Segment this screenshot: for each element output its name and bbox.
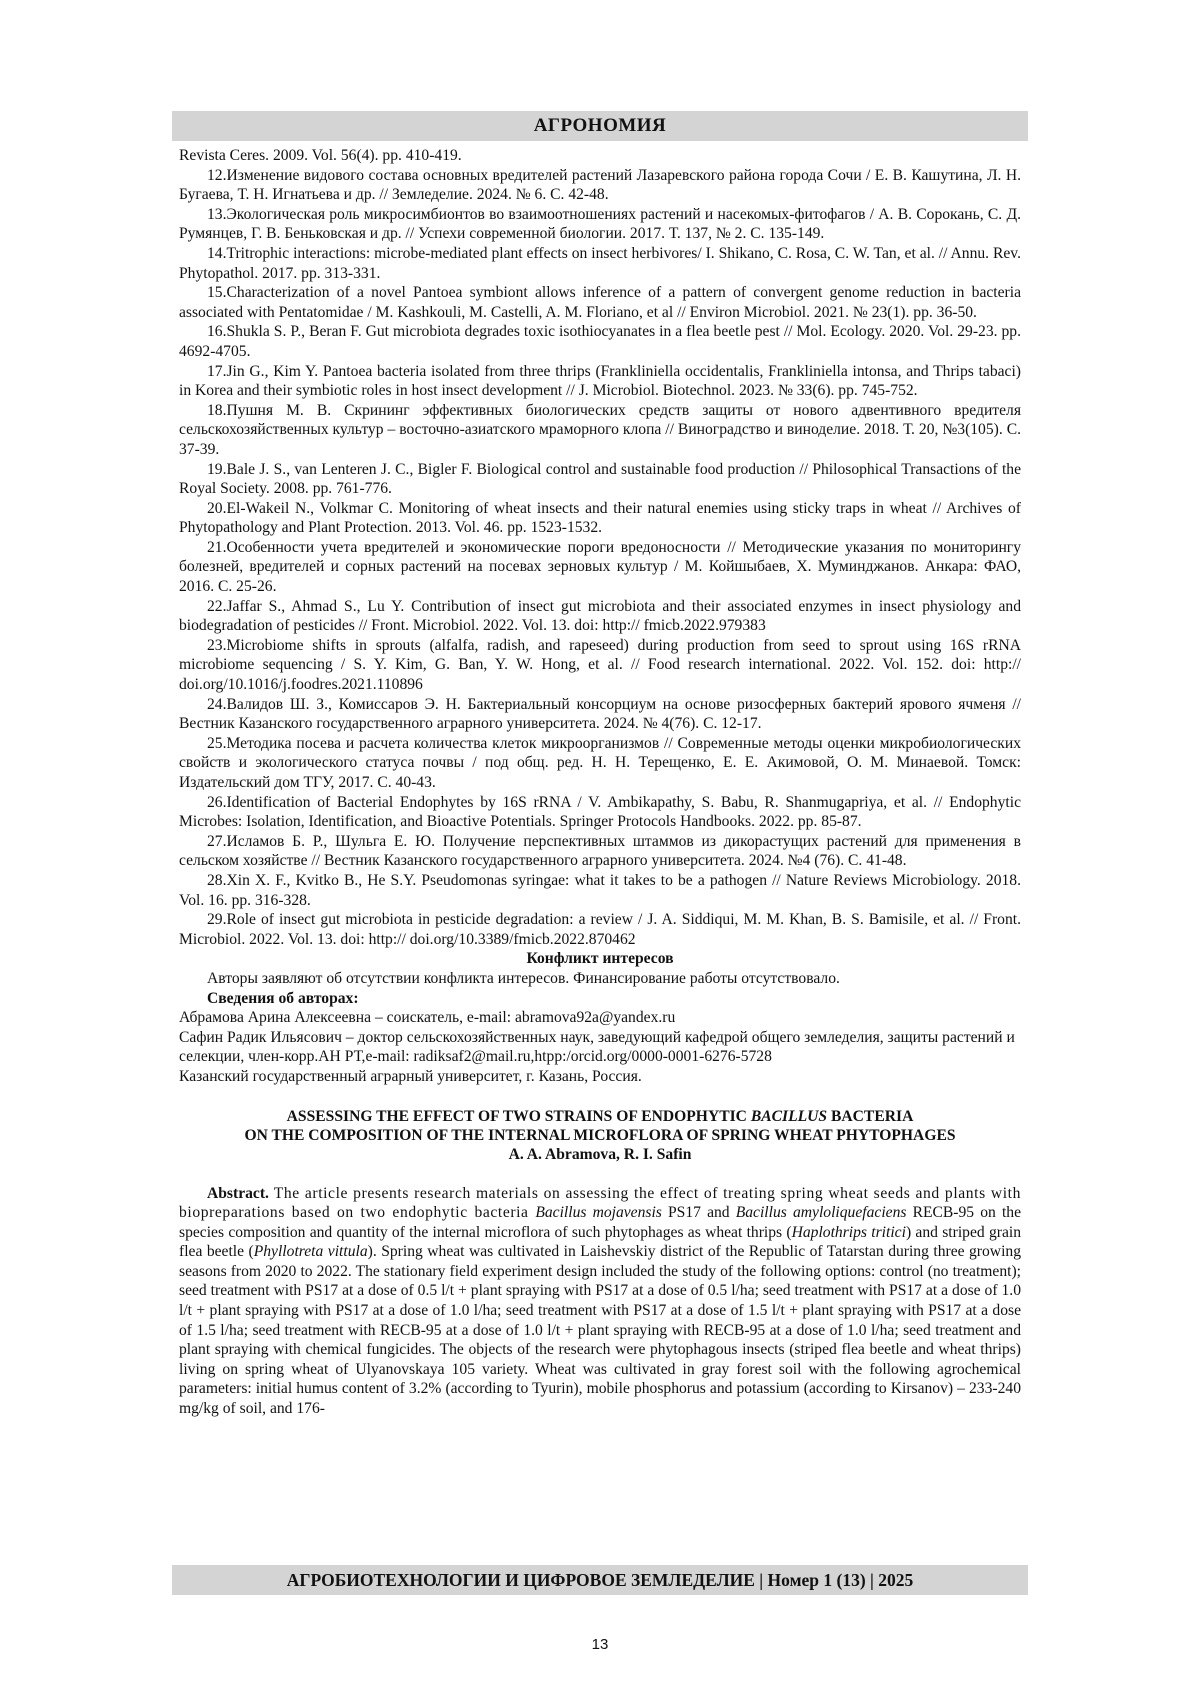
reference-list <box>179 166 1021 950</box>
reference-continuation: Revista Ceres. 2009. Vol. 56(4). pp. 410-419. <box>179 146 1021 166</box>
abstract <box>179 1184 1021 1419</box>
reference-item: 15.Characterization of a novel Pantoea symbiont allows inference of a pattern of convergent genome reduction in bacteria associated with Pentatomidae / M. Kashkouli, M. Castelli, A. M. Floriano, et al // Environ Microbiol. 2021. № 23(1). pp. 36-50. <box>179 283 1021 322</box>
journal-footer: АГРОБИОТЕХНОЛОГИИ И ЦИФРОВОЕ ЗЕМЛЕДЕЛИЕ | Номер 1 (13) | 2025 <box>172 1565 1028 1595</box>
reference-item: 28.Xin X. F., Kvitko B., He S.Y. Pseudomonas syringae: what it takes to be a pathogen // Nature Reviews Microbiology. 2018. Vol. 16. pp. 316-328. <box>179 871 1021 910</box>
title-part: ASSESSING THE EFFECT OF TWO STRAINS OF ENDOPHYTIC <box>287 1108 751 1125</box>
page-content <box>179 146 1021 1419</box>
english-authors: A. A. Abramova, R. I. Safin <box>509 1146 692 1163</box>
species-name: Bacillus mojavensis <box>535 1204 662 1221</box>
title-part: BACTERIA <box>827 1108 913 1125</box>
author-2: Сафин Радик Ильясович – доктор сельскохозяйственных наук, заведующий кафедрой общего земледелия, защиты растений и селекции, член-корр.АН РТ,e-mail: radiksaf2@mail.ru,htpp:/orcid.org/0000-0001-6276-5728 <box>179 1028 1021 1067</box>
reference-item: 25.Методика посева и расчета количества клеток микроорганизмов // Современные методы оценки микробиологических свойств и экологического статуса почвы / под общ. ред. Н. Н. Терещенко, Е. Е. Акимовой, О. М. Минаевой. Томск: Издательский дом ТГУ, 2017. С. 40-43. <box>179 734 1021 793</box>
reference-item: 19.Bale J. S., van Lenteren J. C., Bigler F. Biological control and sustainable food production // Philosophical Transactions of the Royal Society. 2008. pp. 761-776. <box>179 460 1021 499</box>
abstract-text: ) and striped grain flea beetle ( <box>179 1224 1021 1261</box>
reference-item: 27.Исламов Б. Р., Шульга Е. Ю. Получение перспективных штаммов из дикорастущих растений для применения в сельском хозяйстве // Вестник Казанского государственного аграрного университета. 2024. №4 (76). С. 41-48. <box>179 832 1021 871</box>
reference-item: 24.Валидов Ш. З., Комиссаров Э. Н. Бактериальный консорциум на основе ризосферных бактерий ярового ячменя // Вестник Казанского государственного аграрного университета. 2024. № 4(76). С. 12-17. <box>179 695 1021 734</box>
affiliation: Казанский государственный аграрный университет, г. Казань, Россия. <box>179 1067 1021 1087</box>
reference-item: 17.Jin G., Kim Y. Pantoea bacteria isolated from three thrips (Frankliniella occidentalis, Frankliniella intonsa, and Thrips tabaci) in Korea and their symbiotic roles in host insect development // J. Microbiol. Biotechnol. 2023. № 33(6). pp. 745-752. <box>179 362 1021 401</box>
reference-item: 12.Изменение видового состава основных вредителей растений Лазаревского района города Сочи / Е. В. Кашутина, Л. Н. Бугаева, Т. Н. Игнатьева и др. // Земледелие. 2024. № 6. С. 42-48. <box>179 166 1021 205</box>
species-name: Haplothrips tritici <box>792 1224 906 1241</box>
page-number: 13 <box>0 1636 1200 1653</box>
reference-item: 14.Tritrophic interactions: microbe-mediated plant effects on insect herbivores/ I. Shikano, C. Rosa, C. W. Tan, et al. // Annu. Rev. Phytopathol. 2017. pp. 313-331. <box>179 244 1021 283</box>
abstract-text: The article presents research materials on assessing the effect of treating spring wheat seeds and plants with biopreparations based on two endophytic bacteria <box>179 1185 1021 1222</box>
reference-item: 26.Identification of Bacterial Endophytes by 16S rRNA / V. Ambikapathy, S. Babu, R. Shanmugapriya, et al. // Endophytic Microbes: Isolation, Identification, and Bioactive Potentials. Springer Protocols Handbooks. 2022. pp. 85-87. <box>179 793 1021 832</box>
reference-item: 16.Shukla S. P., Beran F. Gut microbiota degrades toxic isothiocyanates in a flea beetle pest // Mol. Ecology. 2020. Vol. 29-23. pp. 4692-4705. <box>179 322 1021 361</box>
reference-item: 23.Microbiome shifts in sprouts (alfalfa, radish, and rapeseed) during production from seed to sprout using 16S rRNA microbiome sequencing / S. Y. Kim, G. Ban, Y. W. Hong, et al. // Food research international. 2022. Vol. 152. doi: http:// doi.org/10.1016/j.foodres.2021.110896 <box>179 636 1021 695</box>
section-header: АГРОНОМИЯ <box>172 111 1028 141</box>
species-name: Bacillus amyloliquefaciens <box>736 1204 907 1221</box>
reference-item: 20.El-Wakeil N., Volkmar C. Monitoring of wheat insects and their natural enemies using sticky traps in wheat // Archives of Phytopathology and Plant Protection. 2013. Vol. 46. pp. 1523-1532. <box>179 499 1021 538</box>
reference-item: 22.Jaffar S., Ahmad S., Lu Y. Contribution of insect gut microbiota and their associated enzymes in insect physiology and biodegradation of pesticides // Front. Microbiol. 2022. Vol. 13. doi: http:// fmicb.2022.979383 <box>179 597 1021 636</box>
species-name: Phyllotreta vittula <box>254 1243 368 1260</box>
conflict-text: Авторы заявляют об отсутствии конфликта интересов. Финансирование работы отсутствовало. <box>179 969 1021 989</box>
abstract-label: Abstract. <box>207 1185 269 1202</box>
abstract-text: ). Spring wheat was cultivated in Laishevskiy district of the Republic of Tatarstan during three growing seasons from 2020 to 2022. The stationary field experiment design included the study of the following options: control (no treatment); seed treatment with PS17 at a dose of 0.5 l/t + plant spraying with PS17 at a dose of 0.5 l/ha; seed treatment with PS17 at a dose of 1.0 l/t + plant spraying with PS17 at a dose of 1.0 l/ha; seed treatment with PS17 at a dose of 1.5 l/t + plant spraying with PS17 at a dose of 1.5 l/ha; seed treatment with RECB-95 at a dose of 1.0 l/t + plant spraying with RECB-95 at a dose of 1.0 l/ha; seed treatment and plant spraying with chemical fungicides. The objects of the research were phytophagous insects (striped flea beetle and wheat thrips) living on spring wheat of Ulyanovskaya 105 variety. Wheat was cultivated in gray forest soil with the following agrochemical parameters: initial humus content of 3.2% (according to Tyurin), mobile phosphorus and potassium (according to Kirsanov) – 233-240 mg/kg of soil, and 176- <box>179 1243 1021 1417</box>
reference-item: 18.Пушня М. В. Скрининг эффективных биологических средств защиты от нового адвентивного вредителя сельскохозяйственных культур – восточно-азиатского мраморного клопа // Виноградство и виноделие. 2018. Т. 20, №3(105). С. 37-39. <box>179 401 1021 460</box>
conflict-heading: Конфликт интересов <box>179 949 1021 969</box>
author-1: Абрамова Арина Алексеевна – соискатель, e-mail: abramova92a@yandex.ru <box>179 1008 1021 1028</box>
abstract-text: PS17 and <box>662 1204 736 1221</box>
reference-item: 13.Экологическая роль микросимбионтов во взаимоотношениях растений и насекомых-фитофагов / А. В. Сорокань, С. Д. Румянцев, Г. В. Беньковская и др. // Успехи современной биологии. 2017. Т. 137, № 2. С. 135-149. <box>179 205 1021 244</box>
reference-item: 29.Role of insect gut microbiota in pesticide degradation: a review / J. A. Siddiqui, M. M. Khan, B. S. Bamisile, et al. // Front. Microbiol. 2022. Vol. 13. doi: http:// doi.org/10.3389/fmicb.2022.870462 <box>179 910 1021 949</box>
abstract-text: RECB-95 on the species composition and quantity of the internal microflora of such phytophages as wheat thrips ( <box>179 1204 1021 1241</box>
english-title <box>179 1107 1021 1164</box>
authors-heading: Сведения об авторах: <box>179 989 1021 1009</box>
reference-item: 21.Особенности учета вредителей и экономические пороги вредоносности // Методические указания по мониторингу болезней, вредителей и сорных растений на посевах зерновых культур / М. Койшыбаев, Х. Муминджанов. Анкара: ФАО, 2016. С. 25-26. <box>179 538 1021 597</box>
title-line-2: ON THE COMPOSITION OF THE INTERNAL MICROFLORA OF SPRING WHEAT PHYTOPHAGES <box>244 1127 955 1144</box>
title-genus: BACILLUS <box>751 1108 827 1125</box>
